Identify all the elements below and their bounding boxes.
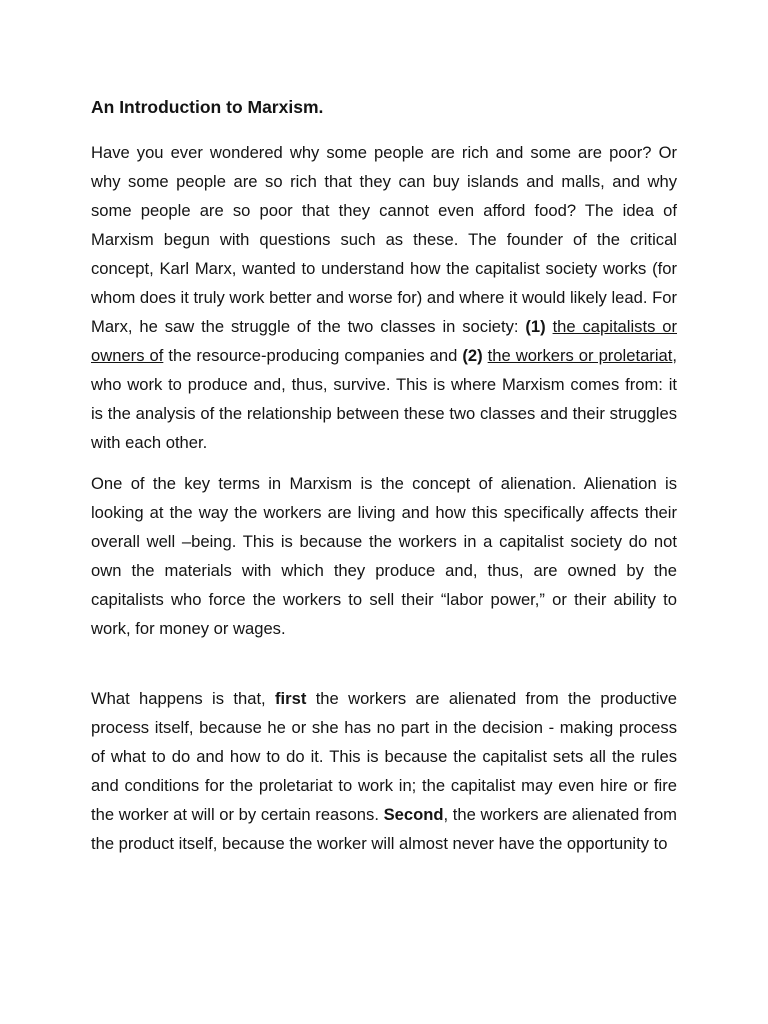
first-emphasis: first	[275, 689, 307, 708]
paragraph-forms-text-2: the workers are alienated from the productive process itself, because he or she has no part in the decision - making process of what to do and how to do it. This is because the capitalist sets all the rules and conditions for the proletariat to work in; the capitalist may even hire or fire the worker at will or by certain reasons.	[91, 689, 677, 824]
paragraph-intro-text-2: the resource-producing companies and	[163, 346, 463, 365]
paragraph-intro-text-1: Have you ever wondered why some people are rich and some are poor? Or why some people are so rich that they can buy islands and malls, and why some people are so poor that they cannot even afford food? The idea of Marxism begun with questions such as these. The founder of the critical concept, Karl Marx, wanted to understand how the capitalist society works (for whom does it truly work better and worse for) and where it would likely lead. For Marx, he saw the struggle of the two classes in society:	[91, 143, 677, 336]
paragraph-forms-text-1: What happens is that,	[91, 689, 275, 708]
paragraph-intro	[91, 138, 677, 457]
paragraph-intro-text-3: , who work to produce and, thus, survive. This is where Marxism comes from: it is the analysis of the relationship between these two classes and their struggles with each other.	[91, 346, 677, 452]
document-content	[91, 92, 677, 870]
workers-class-phrase: the workers or proletariat	[487, 346, 673, 365]
paragraph-alienation-forms	[91, 684, 677, 858]
document-title: An Introduction to Marxism.	[91, 97, 324, 117]
second-emphasis: Second	[383, 805, 444, 824]
class-marker-2: (2)	[462, 346, 483, 365]
capitalists-class-phrase: the capitalists or owners of	[91, 317, 677, 365]
class-marker-1: (1)	[525, 317, 546, 336]
paragraph-alienation: One of the key terms in Marxism is the concept of alienation. Alienation is looking at the way the workers are living and how this specifically affects their overall well –being. This is because the workers in a capitalist society do not own the materials with which they produce and, thus, are owned by the capitalists who force the workers to sell their “labor power,” or their ability to work, for money or wages.	[91, 474, 677, 638]
paragraph-forms-text-3: , the workers are alienated from the product itself, because the worker will almost never have the opportunity to	[91, 805, 677, 853]
spacer	[546, 317, 553, 336]
